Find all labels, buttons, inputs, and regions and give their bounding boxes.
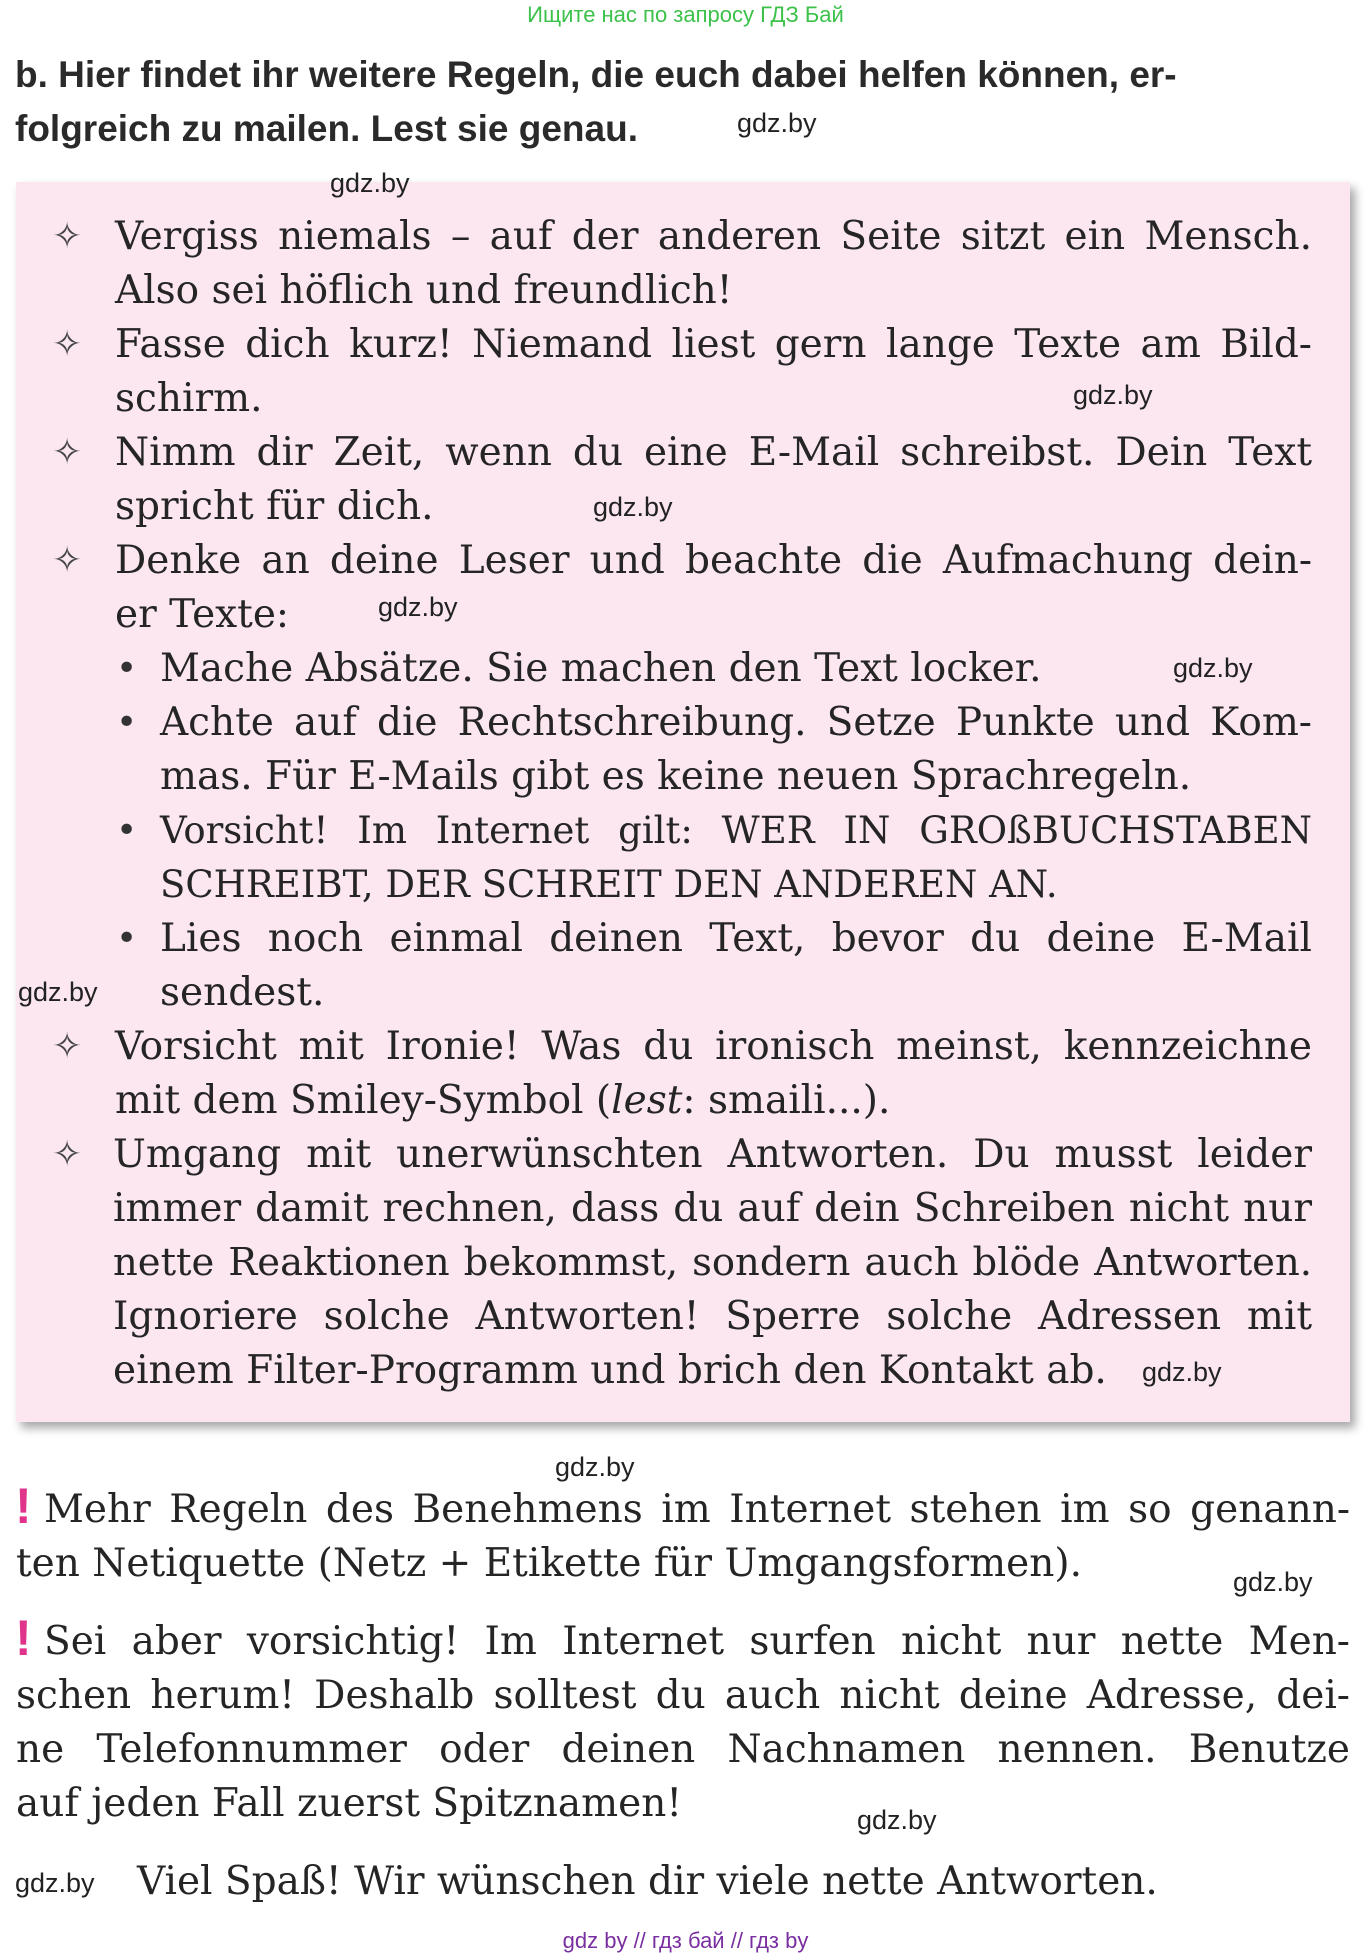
- rule-5-line-2-a: mit dem Smiley-Symbol (: [115, 1078, 612, 1123]
- note-2-line-4: auf jeden Fall zuerst Spitznamen!: [16, 1781, 683, 1826]
- subrule-bullet-icon: •: [116, 702, 138, 743]
- rule-5-line-2-b: : smaili...).: [682, 1078, 891, 1123]
- rule-1-line-1: Vergiss niemals – auf der anderen Seite sitzt ein Mensch.: [115, 214, 1312, 259]
- watermark-text: gdz.by: [1233, 1567, 1313, 1597]
- note-2-line-2: schen herum! Deshalb solltest du auch nicht deine Adresse, dei-: [16, 1673, 1350, 1718]
- watermark-text: gdz.by: [1173, 653, 1253, 683]
- rule-6-line-5: einem Filter-Programm und brich den Kontakt ab.: [113, 1348, 1107, 1393]
- rule-diamond-icon: ✧: [52, 432, 83, 473]
- rule-diamond-icon: ✧: [52, 1026, 83, 1067]
- watermark-text: gdz.by: [18, 977, 98, 1007]
- subrule-4-line-2: sendest.: [160, 970, 325, 1015]
- task-heading: [15, 48, 1355, 156]
- watermark-text: gdz.by: [330, 168, 410, 198]
- watermark-text: gdz.by: [857, 1805, 937, 1835]
- subrule-bullet-icon: •: [116, 810, 138, 851]
- rule-2-line-1: Fasse dich kurz! Niemand liest gern lange Texte am Bild-: [115, 322, 1312, 367]
- rule-5-line-2-em: lest: [611, 1078, 683, 1123]
- rule-6-line-1: Umgang mit unerwünschten Antworten. Du musst leider: [113, 1132, 1312, 1177]
- rule-3-line-1: Nimm dir Zeit, wenn du eine E-Mail schreibst. Dein Text: [115, 430, 1312, 475]
- rule-6-line-4: Ignoriere solche Antworten! Sperre solche Adressen mit: [113, 1294, 1312, 1339]
- rule-5-line-2: [115, 1074, 1312, 1128]
- watermark-text: gdz.by: [1142, 1357, 1222, 1387]
- rule-diamond-icon: ✧: [52, 324, 83, 365]
- rule-6-line-3: nette Reaktionen bekommst, sondern auch blöde Antworten.: [113, 1240, 1312, 1285]
- rule-1-line-2: Also sei höflich und freundlich!: [115, 268, 733, 313]
- note-exclamation-icon: !: [15, 1478, 32, 1534]
- watermark-text: gdz.by: [593, 492, 673, 522]
- rule-diamond-icon: ✧: [52, 216, 83, 257]
- note-2-line-3: ne Telefonnummer oder deinen Nachnamen nennen. Benutze: [16, 1727, 1350, 1772]
- subrule-3-line-1: Vorsicht! Im Internet gilt: WER IN GROßBUCHSTABEN: [160, 809, 1312, 852]
- note-1-line-1: Mehr Regeln des Benehmens im Internet stehen im so genann-: [44, 1487, 1350, 1532]
- subrule-4-line-1: Lies noch einmal deinen Text, bevor du deine E-Mail: [160, 916, 1312, 961]
- rule-diamond-icon: ✧: [52, 540, 83, 581]
- rule-4-line-2: er Texte:: [115, 592, 290, 637]
- watermark-text: gdz.by: [15, 1868, 95, 1898]
- rule-6-line-2: immer damit rechnen, dass du auf dein Schreiben nicht nur: [113, 1186, 1312, 1231]
- watermark-text: gdz.by: [737, 108, 817, 138]
- heading-line-2: folgreich zu mailen. Lest sie genau.: [15, 108, 638, 149]
- rule-5-line-1: Vorsicht mit Ironie! Was du ironisch meinst, kennzeichne: [115, 1024, 1312, 1069]
- rule-4-line-1: Denke an deine Leser und beachte die Aufmachung dein-: [115, 538, 1312, 583]
- note-2-line-1: Sei aber vorsichtig! Im Internet surfen nicht nur nette Men-: [44, 1619, 1350, 1664]
- note-1-line-2: ten Netiquette (Netz + Etikette für Umgangsformen).: [16, 1541, 1082, 1586]
- watermark-text: gdz.by: [378, 592, 458, 622]
- watermark-text: gdz.by: [555, 1452, 635, 1482]
- subrule-bullet-icon: •: [116, 918, 138, 959]
- subrule-3-line-2: SCHREIBT, DER SCHREIT DEN ANDEREN AN.: [160, 863, 1058, 906]
- subrule-bullet-icon: •: [116, 648, 138, 689]
- note-exclamation-icon: !: [15, 1610, 32, 1666]
- watermark-text: gdz.by: [1073, 380, 1153, 410]
- subrule-1-line-1: Mache Absätze. Sie machen den Text locker.: [160, 646, 1042, 691]
- rule-3-line-2: spricht für dich.: [115, 484, 434, 529]
- top-search-hint[interactable]: Ищите нас по запросу ГДЗ Бай: [527, 2, 844, 27]
- rule-2-line-2: schirm.: [115, 376, 263, 421]
- rule-diamond-icon: ✧: [52, 1134, 83, 1175]
- footer-links[interactable]: gdz by // гдз бай // гдз by: [562, 1928, 809, 1953]
- closing-line: Viel Spaß! Wir wünschen dir viele nette Antworten.: [137, 1859, 1158, 1904]
- subrule-2-line-2: mas. Für E-Mails gibt es keine neuen Sprachregeln.: [160, 754, 1192, 799]
- heading-line-1: b. Hier findet ihr weitere Regeln, die euch dabei helfen können, er-: [15, 54, 1177, 95]
- subrule-2-line-1: Achte auf die Rechtschreibung. Setze Punkte und Kom-: [160, 700, 1312, 745]
